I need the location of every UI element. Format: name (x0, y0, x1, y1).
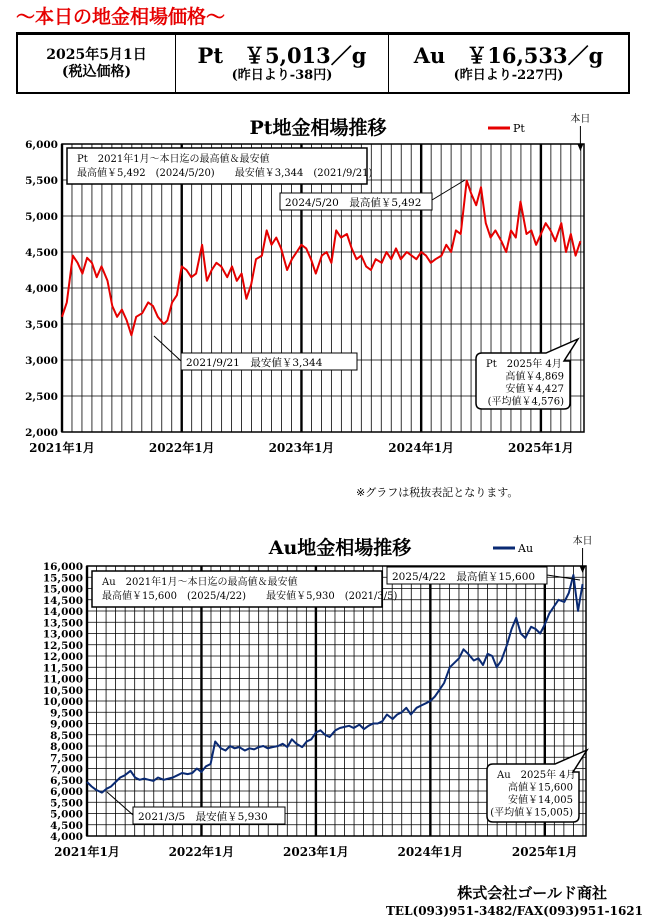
tax-exclusion-note: ※グラフは税抜表記となります。 (356, 486, 519, 499)
y-tick-label: 5,000 (50, 808, 83, 821)
max-callout-leader (432, 180, 465, 200)
record-info-title: Au 2021年1月～本日迄の最高値＆最安値 (102, 577, 298, 588)
monthly-summary-line: 安値￥14,005 (508, 795, 573, 806)
y-tick-label: 6,000 (25, 139, 58, 151)
record-info-title: Pt 2021年1月～本日迄の最高値＆最安値 (77, 154, 270, 165)
chart-title: Au地金相場推移 (268, 537, 412, 559)
y-tick-label: 4,000 (50, 831, 83, 843)
x-tick-label: 2024年1月 (397, 845, 464, 859)
y-tick-label: 7,500 (50, 752, 83, 765)
y-tick-label: 13,500 (42, 617, 83, 630)
monthly-summary-line: Pt 2025年 4月 (486, 359, 562, 370)
monthly-summary-line: (平均値￥4,576) (487, 396, 564, 408)
y-tick-label: 2,500 (25, 391, 58, 403)
y-tick-label: 8,500 (50, 729, 83, 742)
y-tick-label: 12,500 (42, 639, 83, 652)
y-tick-label: 15,500 (42, 572, 83, 585)
y-tick-label: 15,000 (42, 583, 83, 596)
y-tick-label: 14,500 (42, 594, 83, 607)
y-tick-label: 5,500 (25, 175, 58, 187)
au-chart (0, 530, 653, 870)
page-title: ～本日の地金相場価格～ (16, 6, 226, 28)
y-tick-label: 16,000 (42, 561, 83, 573)
y-tick-label: 9,500 (50, 707, 83, 720)
y-tick-label: 14,000 (42, 606, 83, 618)
max-callout-text: 2024/5/20 最高値￥5,492 (285, 197, 422, 209)
y-tick-label: 2,000 (25, 427, 58, 439)
date-cell (18, 35, 176, 92)
date-text: 2025年5月1日 (46, 46, 147, 63)
pt-price: Pt ￥5,013／g (197, 42, 367, 68)
company-tel: TEL(093)951-3482/FAX(093)951-1621 (386, 904, 643, 918)
y-tick-label: 7,000 (50, 763, 83, 776)
au-price-cell (389, 35, 628, 92)
x-tick-label: 2023年1月 (268, 441, 335, 455)
price-summary-box (16, 32, 630, 94)
y-tick-label: 3,500 (25, 319, 58, 331)
au-change: (昨日より-227円) (453, 67, 564, 83)
min-callout-leader (154, 336, 181, 361)
monthly-summary-line: 高値￥4,869 (505, 371, 564, 383)
min-callout-text: 2021/3/5 最安値￥5,930 (138, 811, 268, 823)
au-price: Au ￥16,533／g (413, 42, 604, 68)
y-tick-label: 3,000 (25, 355, 58, 367)
pt-change: (昨日より-38円) (231, 67, 333, 83)
legend-label: Au (518, 542, 534, 555)
x-tick-label: 2025年1月 (511, 845, 578, 859)
x-tick-label: 2021年1月 (54, 845, 120, 859)
y-tick-label: 5,500 (50, 797, 83, 810)
min-callout-text: 2021/9/21 最安値￥3,344 (186, 357, 323, 369)
y-tick-label: 13,000 (42, 628, 83, 641)
y-tick-label: 4,500 (25, 247, 58, 259)
x-tick-label: 2021年1月 (29, 441, 95, 455)
today-label: 本日 (572, 536, 593, 547)
y-tick-label: 11,000 (42, 673, 83, 686)
today-arrow-head (580, 566, 586, 573)
monthly-summary-line: (平均値￥15,005) (490, 807, 573, 819)
y-tick-label: 10,000 (42, 696, 83, 708)
y-tick-label: 8,000 (50, 741, 83, 753)
x-tick-label: 2025年1月 (508, 441, 574, 455)
y-tick-label: 10,500 (42, 684, 83, 697)
record-info-values: 最高値￥15,600 (2025/4/22) 最安値￥5,930 (2021/3/5) (102, 591, 398, 602)
y-tick-label: 11,500 (42, 662, 83, 675)
x-tick-label: 2022年1月 (168, 845, 235, 859)
y-tick-label: 9,000 (50, 718, 83, 731)
company-name: 株式会社ゴールド商社 (457, 884, 607, 902)
max-callout-text: 2025/4/22 最高値￥15,600 (392, 571, 536, 583)
monthly-summary-line: Au 2025年 4月 (497, 770, 576, 781)
y-tick-label: 6,000 (50, 786, 83, 798)
record-info-values: 最高値￥5,492 (2024/5/20) 最安値￥3,344 (2021/9/21) (77, 168, 373, 179)
y-tick-label: 4,000 (25, 283, 58, 295)
x-tick-label: 2023年1月 (283, 845, 349, 859)
today-label: 本日 (570, 114, 591, 125)
min-callout-leader (107, 792, 133, 815)
monthly-summary-line: 高値￥15,600 (508, 782, 573, 794)
chart-title: Pt地金相場推移 (249, 117, 387, 139)
legend-label: Pt (513, 122, 525, 135)
x-tick-label: 2022年1月 (148, 441, 215, 455)
y-tick-label: 4,500 (50, 819, 83, 832)
y-tick-label: 6,500 (50, 774, 83, 787)
pt-chart (0, 108, 653, 458)
x-tick-label: 2024年1月 (388, 441, 455, 455)
tax-note: (税込価格) (61, 63, 132, 80)
today-arrow-head (577, 144, 583, 151)
pt-price-cell (176, 35, 389, 92)
y-tick-label: 5,000 (25, 211, 58, 223)
y-tick-label: 12,000 (42, 651, 83, 663)
monthly-summary-line: 安値￥4,427 (505, 384, 564, 395)
